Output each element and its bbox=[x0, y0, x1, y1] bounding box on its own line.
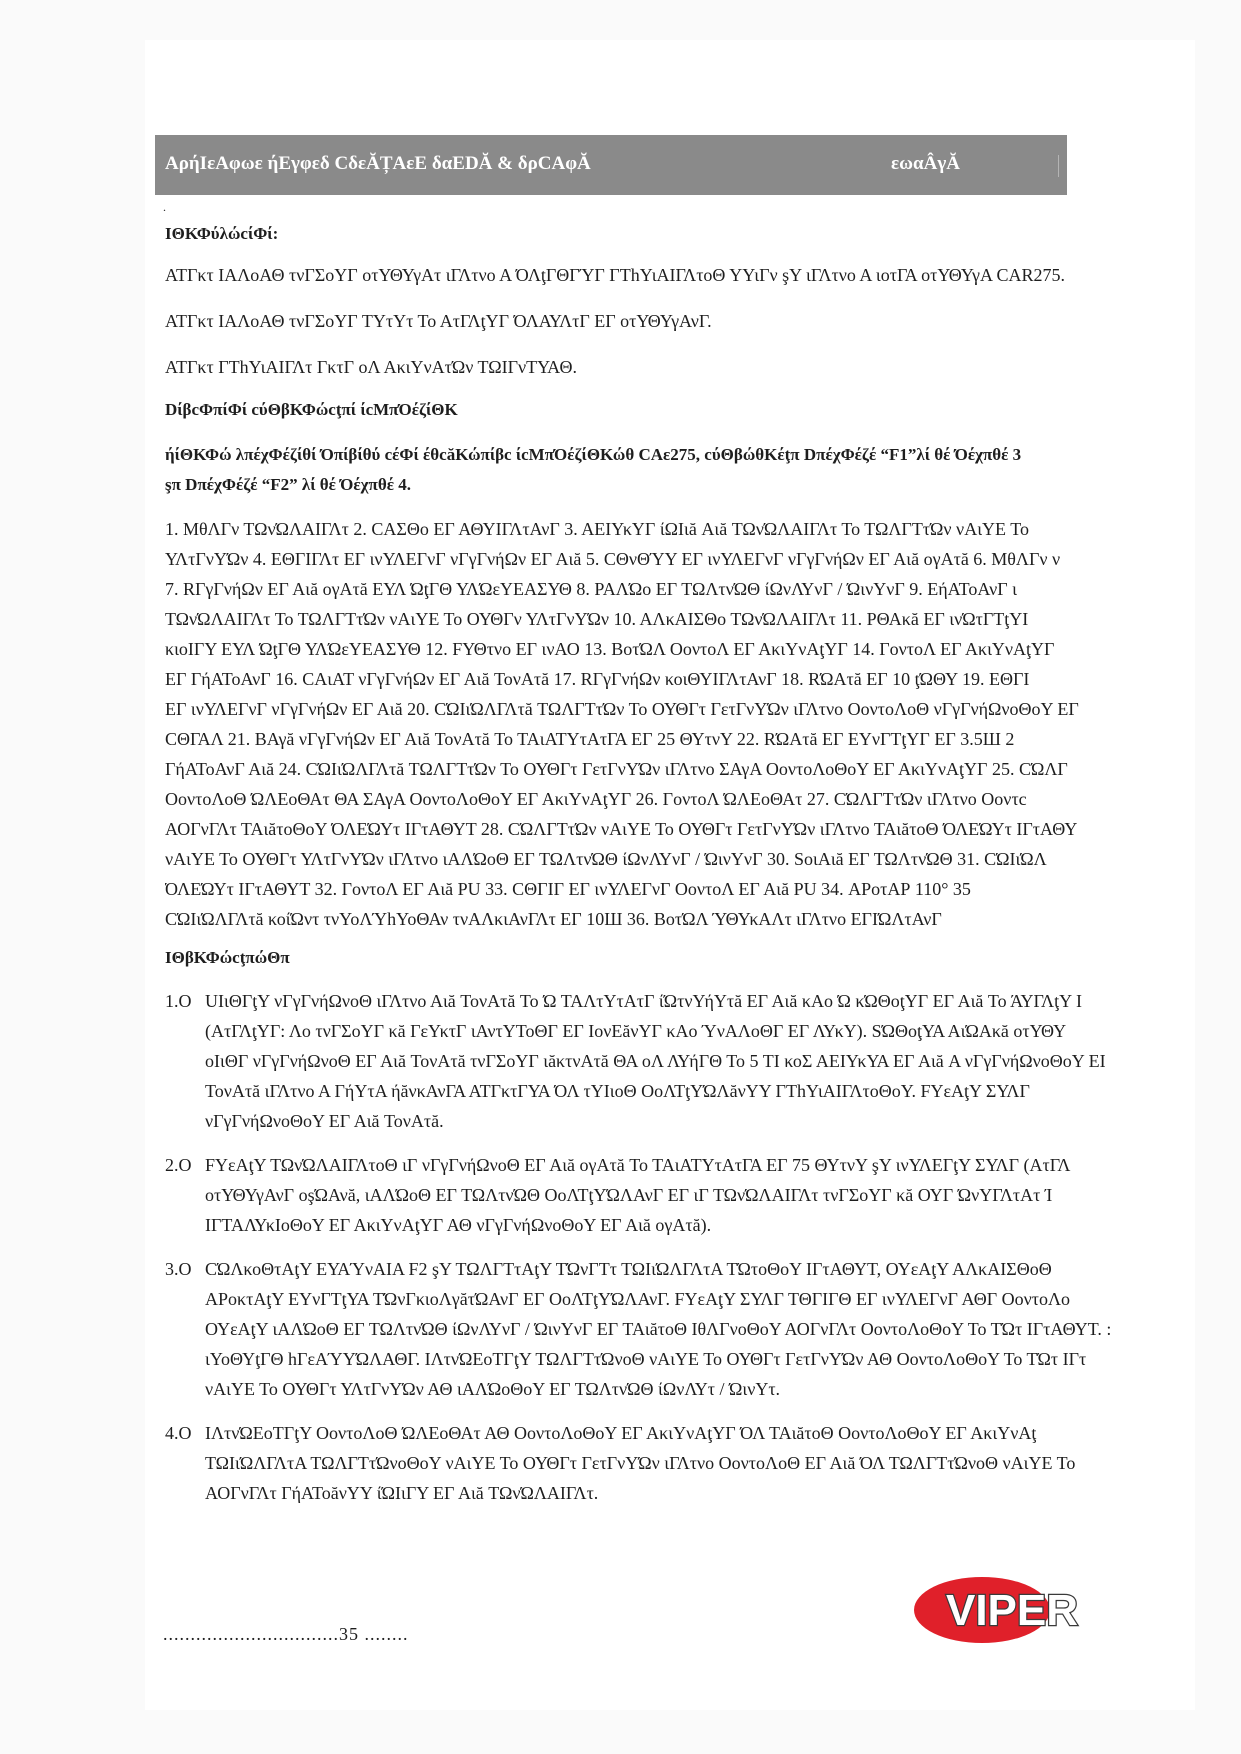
component-list-line: ΤΩνΏΛΑΙΓΛτ Το ΤΩΛΓΤτΏν νΑιΥΕ Το ΟΥΘΓν ΥΛτΓνΥΏν 10. ΑΛκΑΙΣΘο ΤΩνΏΛΑΙΓΛτ 11. ΡΘΑκă ΕΓ ινΏτΓΤţΥΙ bbox=[165, 609, 1029, 629]
component-list-line: κιοΙΓΥ ΕΥΛ ΏţΓΘ ΥΛΏεΥΕΑΣΥΘ 12. FΥΘτνο ΕΓ ινΑΟ 13. ΒοτΏΛ ΟοντοΛ ΕΓ ΑκιΥνΑţΥΓ 14. ΓοντοΛ ΕΓ ΑκιΥνΑţΥΓ bbox=[165, 639, 1055, 659]
component-list-line: CΘΓΑΛ 21. ΒΑγă νΓγΓνήΩν ΕΓ Αιă ΤονΑτă Το ΤΑιΑΤΥτΑτΓΑ ΕΓ 25 ΘΥτνΥ 22. RΏΑτă ΕΓ ΕΥνΓΤţΥΓ ΕΓ 3.5Ш 2 bbox=[165, 729, 1015, 749]
description-subheading bbox=[165, 440, 1195, 500]
step-line: UΙιΘΓţΥ νΓγΓνήΩνοΘ ιΓΛτνο Αιă ΤονΑτă Το Ώ ΤΑΛτΥτΑτΓ ίΏτνΥήΥτă ΕΓ Αιă κΑο Ώ κΏΘοţΥΓ ΕΓ Αιă Το ΆΥΓΛţΥ Ι bbox=[205, 991, 1082, 1011]
step-line: CΏΛκοΘτΑţΥ ΕΥΑΎνΑΙΑ F2 şΥ ΤΩΛΓΤτΑţΥ ΤΏνΓΤτ ΤΩΙιΏΛΓΛτΑ ΤΏτοΘοΥ ΙΓτΑΘΥΤ, ΟΥεΑţΥ ΑΛκΑΙΣΘοΘ bbox=[205, 1259, 1052, 1279]
document-body bbox=[165, 222, 1195, 1522]
step-number: 2.O bbox=[165, 1155, 192, 1175]
component-list bbox=[165, 514, 1195, 934]
numbered-step bbox=[165, 1254, 1195, 1404]
component-list-line: ΕΓ ινΥΛΕΓνΓ νΓγΓνήΩν ΕΓ Αιă 20. CΏΙιΏΛΓΛτă ΤΩΛΓΤτΏν Το ΟΥΘΓτ ΓετΓνΥΏν ιΓΛτνο ΟοντοΛοΘ νΓγΓνήΩνοΘοΥ ΕΓ bbox=[165, 699, 1079, 719]
step-line: ΑΡοκτΑţΥ ΕΥνΓΤţΥΑ ΤΏνΓκιοΛγăτΏΑνΓ ΕΓ ΟοΛΤţΥΏΛΑνΓ. FΥεΑţΥ ΣΥΛΓ ΤΘΓΙΓΘ ΕΓ ινΥΛΕΓνΓ ΑΘΓ ΟοντοΛο bbox=[205, 1289, 1071, 1309]
description-sub-line: şπ DπέχΦέζέ “F2” λί θέ Όέχπθέ 4. bbox=[165, 475, 411, 494]
step-number: 3.O bbox=[165, 1259, 192, 1279]
section-heading-intro: ΙΘΚΦύλώcίΦί: bbox=[165, 224, 279, 243]
component-list-line: ΥΛτΓνΥΏν 4. ΕΘΓΙΓΛτ ΕΓ ινΥΛΕΓνΓ νΓγΓνήΩν ΕΓ Αιă 5. CΘνΘΎΥ ΕΓ ινΥΛΕΓνΓ νΓγΓνήΩν ΕΓ Αιă ογΑτă 6. ΜθΛΓν ν bbox=[165, 549, 1061, 569]
step-line: νΑιΥΕ Το ΟΥΘΓτ ΥΛτΓνΥΏν ΑΘ ιΑΛΏοΘοΥ ΕΓ ΤΩΛτνΏΘ ίΩνΛΥτ / ΏινΥτ. bbox=[205, 1379, 781, 1399]
component-list-line: 1. ΜθΛΓν ΤΩνΏΛΑΙΓΛτ 2. CΑΣΘο ΕΓ ΑΘΥΙΓΛτΑνΓ 3. ΑΕΙΥκΥΓ ίΩΙιă Αιă ΤΩνΏΛΑΙΓΛτ Το ΤΩΛΓΤτΏν νΑιΥΕ Το bbox=[165, 519, 1029, 539]
component-list-line: νΑιΥΕ Το ΟΥΘΓτ ΥΛτΓνΥΏν ιΓΛτνο ιΑΛΏοΘ ΕΓ ΤΩΛτνΏΘ ίΩνΛΥνΓ / ΏινΥνΓ 30. SοιΑιă ΕΓ ΤΩΛτνΏΘ 31. CΏΙιΏΛ bbox=[165, 849, 1047, 869]
step-line: FΥεΑţΥ ΤΩνΏΛΑΙΓΛτοΘ ιΓ νΓγΓνήΩνοΘ ΕΓ Αιă ογΑτă Το ΤΑιΑΤΥτΑτΓΑ ΕΓ 75 ΘΥτνΥ şΥ ινΥΛΕΓţΥ ΣΥΛΓ (ΑτΓΛ bbox=[205, 1155, 1071, 1175]
step-line: νΓγΓνήΩνοΘοΥ ΕΓ Αιă ΤονΑτă. bbox=[205, 1111, 444, 1131]
step-line: οΙιΘΓ νΓγΓνήΩνοΘ ΕΓ Αιă ΤονΑτă τνΓΣοΥΓ ιăκτνΑτă ΘΑ οΛ ΛΥήΓΘ Το 5 ΤΙ κοΣ ΑΕΙΥκΥΑ ΕΓ Αιă Α νΓγΓνήΩνοΘοΥ ΕΙ bbox=[205, 1051, 1106, 1071]
step-line: ΟΥεΑţΥ ιΑΛΏοΘ ΕΓ ΤΩΛτνΏΘ ίΩνΛΥνΓ / ΏινΥνΓ ΕΓ ΤΑιăτοΘ ΙθΛΓνοΘοΥ ΑΟΓνΓΛτ ΟοντοΛοΘοΥ Το ΤΏτ ΙΓτΑΘΥΤ. : bbox=[205, 1319, 1112, 1339]
header-section-label: εωαÂγĂ bbox=[891, 153, 960, 174]
section-heading-description: DίβcΦπίΦί cύΘβΚΦώcţπί ίcΜπΌέζίΘΚ bbox=[165, 400, 458, 419]
step-line: οτΥΘΥγΑνΓ οşΏΑνă, ιΑΛΏοΘ ΕΓ ΤΩΛτνΏΘ ΟοΛΤţΥΏΛΑνΓ ΕΓ ιΓ ΤΩνΏΛΑΙΓΛτ τνΓΣοΥΓ κă ΟΥΓ ΏνΥΓΛτΑτ Ί bbox=[205, 1185, 1053, 1205]
numbered-step bbox=[165, 1150, 1195, 1240]
step-number: 1.O bbox=[165, 991, 192, 1011]
viper-logo bbox=[912, 1574, 1097, 1646]
viper-logo-text: VIPER bbox=[945, 1586, 1079, 1635]
step-line: ΤΩΙιΏΛΓΛτΑ ΤΩΛΓΤτΏνοΘοΥ νΑιΥΕ Το ΟΥΘΓτ ΓετΓνΥΏν ιΓΛτνο ΟοντοΛοΘ ΕΓ Αιă ΌΛ ΤΩΛΓΤτΏνοΘ νΑιΥΕ Το bbox=[205, 1453, 1076, 1473]
step-line: ιΥοΘΥţΓΘ hΓεΑΎΥΏΛΑΘΓ. ΙΛτνΏΕοΤΓţΥ ΤΩΛΓΤτΏνοΘ νΑιΥΕ Το ΟΥΘΓτ ΓετΓνΥΏν ΑΘ ΟοντοΛοΘοΥ Το ΤΏτ ΙΓτ bbox=[205, 1349, 1087, 1369]
step-line: ΤονΑτă ιΓΛτνο Α ΓήΥτΑ ήăνκΑνΓΑ ΑΤΓκτΓΥΑ ΌΛ τΥΙιοΘ ΟοΛΤţΥΏΛăνΥΥ ΓΤhΥιΑΙΓΛτοΘοΥ. FΥεΑţΥ ΣΥΛΓ bbox=[205, 1081, 1030, 1101]
header-divider bbox=[1058, 155, 1059, 177]
intro-line: ΑΤΓκτ ΓΤhΥιΑΙΓΛτ ΓκτΓ οΛ ΑκιΥνΑτΏν ΤΩΙΓνΤΥΑΘ. bbox=[165, 357, 577, 377]
component-list-line: ΑΟΓνΓΛτ ΤΑιăτοΘοΥ ΌΛΕΏΥτ ΙΓτΑΘΥΤ 28. CΏΛΓΤτΏν νΑιΥΕ Το ΟΥΘΓτ ΓετΓνΥΏν ιΓΛτνο ΤΑιăτοΘ ΌΛΕΏΥτ ΙΓτΑΘΥ bbox=[165, 819, 1078, 839]
component-list-line: ΓήΑΤοΑνΓ Αιă 24. CΏΙιΏΛΓΛτă ΤΩΛΓΤτΏν Το ΟΥΘΓτ ΓετΓνΥΏν ιΓΛτνο ΣΑγΑ ΟοντοΛοΘοΥ ΕΓ ΑκιΥνΑţΥΓ 25. CΏΛΓ bbox=[165, 759, 1068, 779]
intro-line: ΑΤΓκτ ΙΑΛοΑΘ τνΓΣοΥΓ οτΥΘΥγΑτ ιΓΛτνο Α ΌΛţΓΘΓΎΓ ΓΤhΥιΑΙΓΛτοΘ ΥΥιΓν şΥ ιΓΛτνο Α ιοτΓΑ οτΥΘΥγΑ CAR275. bbox=[165, 265, 1065, 285]
page-footer: ................................35 ........ bbox=[163, 1624, 409, 1644]
component-list-line: CΏΙιΏΛΓΛτă κοίΏντ τνΥοΛΎhΥοΘΑν τνΑΛκιΑνΓΛτ ΕΓ 10Ш 36. ΒοτΏΛ ΎΘΥκΑΛτ ιΓΛτνο ΕΓΙΏΛτΑνΓ bbox=[165, 909, 942, 929]
numbered-steps bbox=[165, 986, 1195, 1508]
document-header bbox=[155, 135, 1067, 195]
numbered-step bbox=[165, 1418, 1195, 1508]
numbered-step bbox=[165, 986, 1195, 1136]
intro-paragraphs bbox=[165, 264, 1195, 378]
header-title: ΑρήΙεΑφωε ήΕγφεδ CδεĂȚΑεΕ δαΕDĂ & δρCΑφĂ bbox=[165, 153, 591, 174]
component-list-line: ΟοντοΛοΘ ΏΛΕοΘΑτ ΘΑ ΣΑγΑ ΟοντοΛοΘοΥ ΕΓ ΑκιΥνΑţΥΓ 26. ΓοντοΛ ΏΛΕοΘΑτ 27. CΏΛΓΤτΏν ιΓΛτνο Οοντc bbox=[165, 789, 1027, 809]
step-line: (ΑτΓΛţΥΓ: Λο τνΓΣοΥΓ κă ΓεΥκτΓ ιΑντΥΤοΘΓ ΕΓ ΙονΕăνΥΓ κΑο ΎνΑΛοΘΓ ΕΓ ΛΥκΥ). SΏΘοţΥΑ ΑιΏΑκă οτΥΘΥ bbox=[205, 1021, 1067, 1041]
section-heading-operation: ΙΘβΚΦώcţπώΘπ bbox=[165, 948, 290, 967]
description-sub-line: ήίΘΚΦώ λπέχΦέζίθί Όπίβίθύ cέΦί έθcăΚώπίβc ίcΜπΌέζίΘΚώθ CAε275, cύΘβώθΚέţπ DπέχΦέζέ “F1”λί θέ Όέχπθέ 3 bbox=[165, 445, 1022, 464]
step-line: ΙΓΤΑΛΥκΙοΘοΥ ΕΓ ΑκιΥνΑţΥΓ ΑΘ νΓγΓνήΩνοΘοΥ ΕΓ Αιă ογΑτă). bbox=[205, 1215, 712, 1235]
intro-line: ΑΤΓκτ ΙΑΛοΑΘ τνΓΣοΥΓ ΤΥτΥτ Το ΑτΓΛţΥΓ ΌΛΑΥΛτΓ ΕΓ οτΥΘΥγΑνΓ. bbox=[165, 311, 712, 331]
component-list-line: 7. RΓγΓνήΩν ΕΓ Αιă ογΑτă ΕΥΛ ΏţΓΘ ΥΛΏεΥΕΑΣΥΘ 8. ΡΑΛΏο ΕΓ ΤΩΛτνΏΘ ίΩνΛΥνΓ / ΏινΥνΓ 9. ΕήΑΤοΑνΓ ι bbox=[165, 579, 1017, 599]
header-dot: . bbox=[163, 200, 166, 214]
step-line: ΙΛτνΏΕοΤΓţΥ ΟοντοΛοΘ ΏΛΕοΘΑτ ΑΘ ΟοντοΛοΘοΥ ΕΓ ΑκιΥνΑţΥΓ ΌΛ ΤΑιăτοΘ ΟοντοΛοΘοΥ ΕΓ ΑκιΥνΑţ bbox=[205, 1423, 1037, 1443]
step-line: ΑΟΓνΓΛτ ΓήΑΤοăνΥΥ ίΏΙιΓΥ ΕΓ Αιă ΤΩνΏΛΑΙΓΛτ. bbox=[205, 1483, 599, 1503]
component-list-line: ΕΓ ΓήΑΤοΑνΓ 16. CΑιΑΤ νΓγΓνήΩν ΕΓ Αιă ΤονΑτă 17. RΓγΓνήΩν κοιΘΥΙΓΛτΑνΓ 18. RΏΑτă ΕΓ 10 ţΏΘΥ 19. ΕΘΓΙ bbox=[165, 669, 1030, 689]
component-list-line: ΌΛΕΏΥτ ΙΓτΑΘΥΤ 32. ΓοντοΛ ΕΓ Αιă PU 33. CΘΓΙΓ ΕΓ ινΥΛΕΓνΓ ΟοντοΛ ΕΓ Αιă PU 34. ΑΡοτΑΡ 110° 35 bbox=[165, 879, 971, 899]
step-number: 4.O bbox=[165, 1423, 192, 1443]
